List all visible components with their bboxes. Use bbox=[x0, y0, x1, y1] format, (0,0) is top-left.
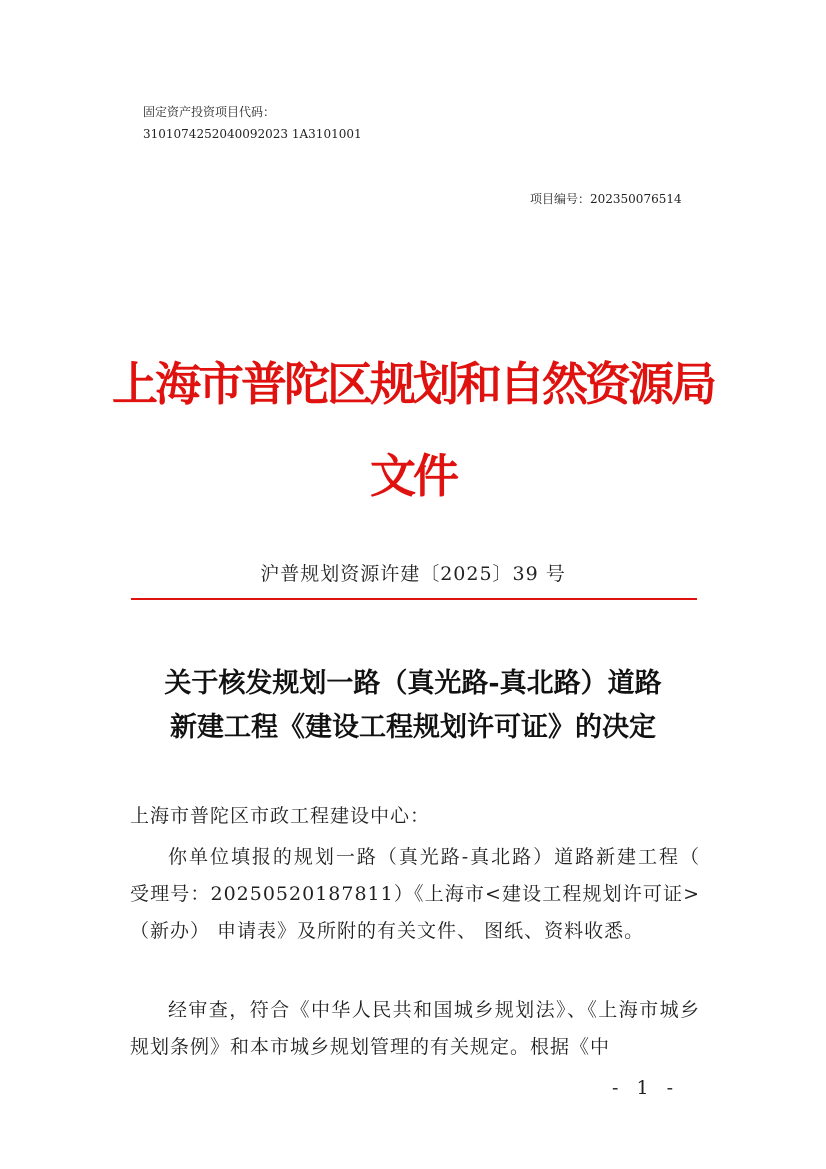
document-number: 沪普规划资源许建〔2025〕39 号 bbox=[260, 563, 566, 585]
addressee: 上海市普陀区市政工程建设中心： bbox=[130, 805, 431, 827]
investment-code-value: 3101074252040092023 1A3101001 bbox=[143, 127, 362, 141]
body-paragraph-1: 你单位填报的规划一路（真光路-真北路）道路新建工程（ 受理号：20250520187811）《上海市<建设工程规划许可证>（新办） 申请表》及所附的有关文件、 图纸、资料收悉。 bbox=[130, 846, 700, 942]
document-title-line1: 关于核发规划一路（真光路-真北路）道路 bbox=[164, 668, 662, 699]
body-paragraph-2: 经审查，符合《中华人民共和国城乡规划法》、《上海市城乡规划条例》和本市城乡规划管理的有关规定。根据《中 bbox=[130, 999, 700, 1058]
project-number: 项目编号：202350076514 bbox=[530, 192, 682, 206]
letterhead-org-name: 上海市普陀区规划和自然资源局 bbox=[112, 357, 714, 411]
red-divider-line bbox=[131, 598, 697, 600]
document-title-line2: 新建工程《建设工程规划许可证》的决定 bbox=[170, 712, 656, 743]
investment-code-label: 固定资产投资项目代码： bbox=[143, 105, 276, 119]
letterhead-document-label: 文件 bbox=[370, 449, 456, 503]
page-number: - 1 - bbox=[612, 1077, 680, 1099]
